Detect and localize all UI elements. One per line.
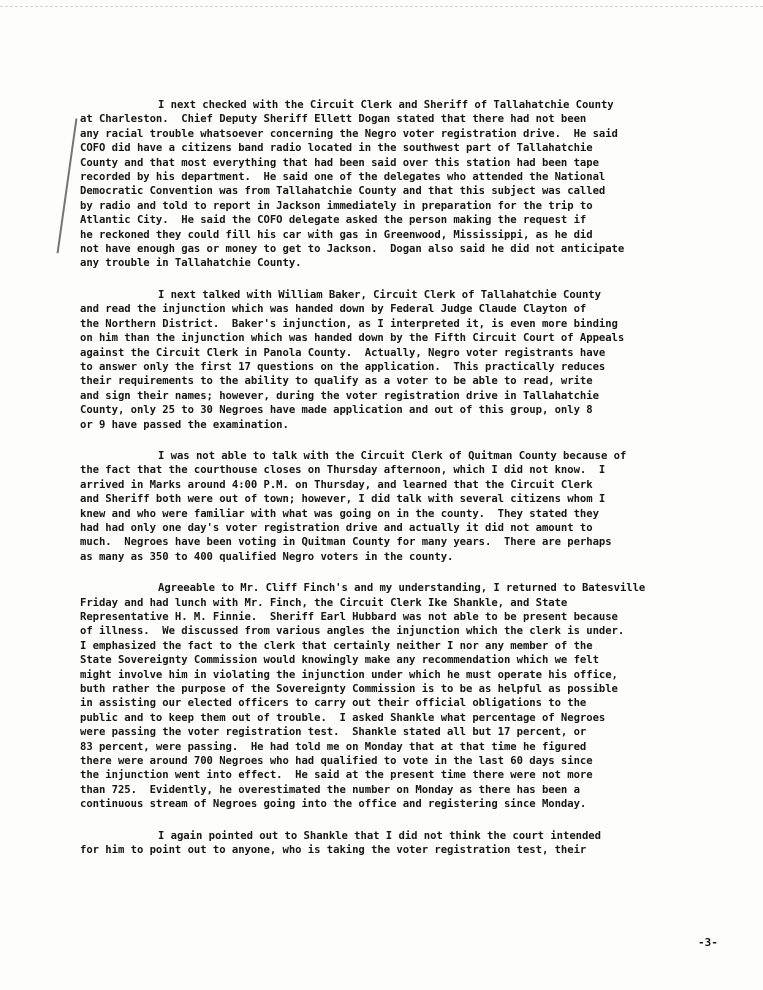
- text-line: on him than the injunction which was handed down by the Fifth Circuit Court of Appeals: [80, 332, 625, 345]
- text-line: their requirements to the ability to qualify as a voter to be able to read, write: [80, 375, 593, 388]
- text-line: than 725. Evidently, he overestimated the number on Monday as there has been a: [80, 783, 580, 796]
- text-line: Atlantic City. He said the COFO delegate asked the person making the request if: [80, 214, 587, 227]
- text-line: State Sovereignty Commission would knowingly make any recommendation which we felt: [80, 654, 599, 667]
- text-line: at Charleston. Chief Deputy Sheriff Ellett Dogan stated that there had not been: [80, 113, 587, 126]
- text-line: much. Negroes have been voting in Quitman County for many years. There are perhaps: [80, 536, 612, 549]
- text-line: by radio and told to report in Jackson immediately in preparation for the trip to: [80, 199, 593, 212]
- text-line: were passing the voter registration test. Shankle stated all but 17 percent, or: [80, 726, 587, 739]
- text-line: I next talked with William Baker, Circuit Clerk of Tallahatchie County: [158, 288, 601, 301]
- text-line: any racial trouble whatsoever concerning the Negro voter registration drive. He said: [80, 127, 618, 140]
- text-line: I next checked with the Circuit Clerk and Sheriff of Tallahatchie County: [158, 99, 614, 111]
- page-top-edge: [0, 0, 763, 7]
- paragraph-1: [80, 98, 720, 271]
- text-line: there were around 700 Negroes who had qualified to vote in the last 60 days since: [80, 755, 593, 768]
- text-line: COFO did have a citizens band radio located in the southwest part of Tallahatchie: [80, 142, 593, 155]
- text-line: and sign their names; however, during the voter registration drive in Tallahatchie: [80, 389, 599, 402]
- paragraph-3: [80, 449, 720, 564]
- text-line: and Sheriff both were out of town; however, I did talk with several citizens whom I: [80, 493, 606, 506]
- text-line: the fact that the courthouse closes on Thursday afternoon, which I did not know. I: [80, 464, 606, 477]
- text-line: County, only 25 to 30 Negroes have made application and out of this group, only 8: [80, 404, 593, 417]
- margin-pen-mark: [57, 118, 81, 253]
- text-line: Democratic Convention was from Tallahatchie County and that this subject was called: [80, 185, 606, 198]
- text-line: I was not able to talk with the Circuit Clerk of Quitman County because of: [158, 449, 627, 462]
- text-line: Friday and had lunch with Mr. Finch, the Circuit Clerk Ike Shankle, and State: [80, 596, 568, 609]
- text-line: might involve him in violating the injunction under which he must operate his office,: [80, 668, 618, 681]
- text-line: for him to point out to anyone, who is taking the voter registration test, their: [80, 844, 587, 857]
- text-line: Representative H. M. Finnie. Sheriff Earl Hubbard was not able to be present because: [80, 611, 618, 623]
- text-line: and read the injunction which was handed down by Federal Judge Claude Clayton of: [80, 303, 587, 316]
- text-line: I emphasized the fact to the clerk that certainly neither I nor any member of the: [80, 639, 593, 652]
- text-line: knew and who were familiar with what was going on in the county. They stated they: [80, 507, 599, 520]
- text-line: continuous stream of Negroes going into the office and registering since Monday.: [80, 798, 587, 811]
- text-line: as many as 350 to 400 qualified Negro voters in the county.: [80, 550, 454, 563]
- text-line: he reckoned they could fill his car with gas in Greenwood, Mississippi, as he did: [80, 228, 593, 241]
- text-line: had had only one day's voter registration drive and actually it did not amount to: [80, 521, 593, 534]
- text-line: to answer only the first 17 questions on the application. This practically reduces: [80, 360, 606, 373]
- text-line: of illness. We discussed from various angles the injunction which the clerk is under.: [80, 625, 625, 638]
- text-line: County and that most everything that had been said over this station had been tape: [80, 156, 599, 169]
- text-line: recorded by his department. He said one of the delegates who attended the National: [80, 171, 606, 184]
- text-line: buth rather the purpose of the Sovereignty Commission is to be as helpful as possible: [80, 683, 618, 696]
- paragraph-4: [80, 581, 720, 812]
- text-line: the Northern District. Baker's injunction, as I interpreted it, is even more binding: [80, 317, 618, 330]
- text-line: against the Circuit Clerk in Panola County. Actually, Negro voter registrants have: [80, 346, 606, 359]
- text-line: the injunction went into effect. He said at the present time there were not more: [80, 769, 593, 782]
- text-line: not have enough gas or money to get to Jackson. Dogan also said he did not anticipate: [80, 243, 625, 256]
- paragraph-5: [80, 829, 720, 858]
- text-line: public and to keep them out of trouble. I asked Shankle what percentage of Negroes: [80, 711, 606, 724]
- text-line: I again pointed out to Shankle that I did not think the court intended: [158, 829, 601, 842]
- text-line: in assisting our elected officers to carry out their official obligations to the: [80, 697, 587, 710]
- text-line: any trouble in Tallahatchie County.: [80, 257, 302, 270]
- document-body: [80, 98, 720, 875]
- text-line: Agreeable to Mr. Cliff Finch's and my understanding, I returned to Batesville: [158, 582, 646, 595]
- page-number: -3-: [698, 936, 718, 949]
- text-line: or 9 have passed the examination.: [80, 418, 289, 431]
- text-line: 83 percent, were passing. He had told me on Monday that at that time he figured: [80, 740, 587, 753]
- paragraph-2: [80, 288, 720, 432]
- text-line: arrived in Marks around 4:00 P.M. on Thursday, and learned that the Circuit Clerk: [80, 478, 593, 491]
